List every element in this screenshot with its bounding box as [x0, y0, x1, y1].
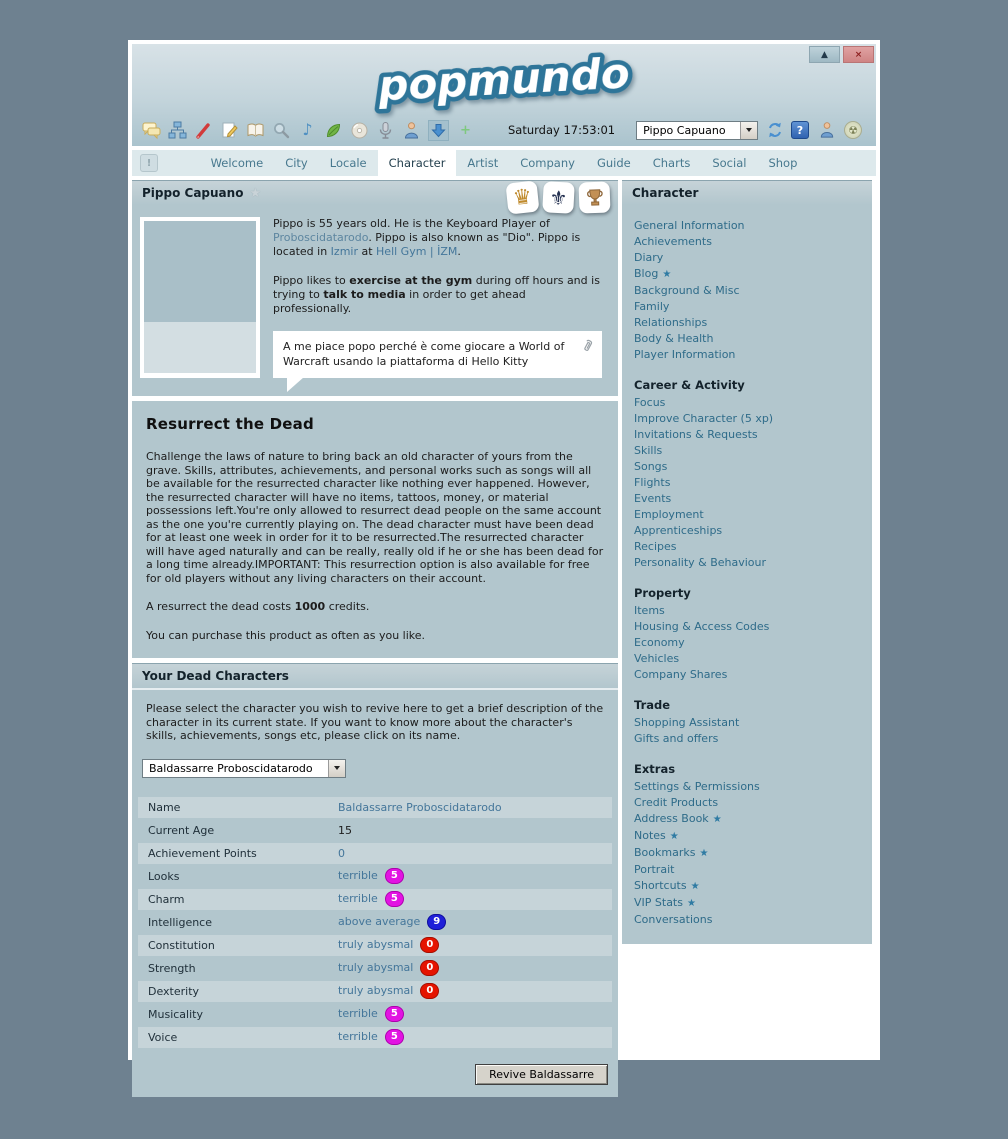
- stat-badge: 0: [420, 937, 439, 953]
- sidebar-item-general-information[interactable]: General Information: [634, 219, 745, 232]
- stat-link[interactable]: terrible: [338, 1030, 378, 1043]
- artist-link[interactable]: Proboscidatarodo: [273, 231, 369, 244]
- minimize-button[interactable]: ▲: [809, 46, 840, 63]
- character-select-value: Pippo Capuano: [643, 123, 726, 137]
- nav-collapse-button[interactable]: !: [140, 154, 158, 172]
- table-row: Achievement Points 0: [138, 843, 612, 864]
- table-row: Constitution truly abysmal 0: [138, 935, 612, 956]
- star-icon: ★: [699, 848, 709, 859]
- sidebar-group-trade: Trade: [634, 698, 671, 712]
- sidebar-item-diary[interactable]: Diary: [634, 251, 664, 264]
- tab-social[interactable]: Social: [712, 156, 747, 170]
- tab-shop[interactable]: Shop: [768, 156, 798, 170]
- sidebar-item-player-information[interactable]: Player Information: [634, 348, 736, 361]
- star-icon: ★: [686, 898, 696, 909]
- sidebar-item-address-book[interactable]: Address Book ★: [634, 812, 722, 825]
- stat-link[interactable]: terrible: [338, 869, 378, 882]
- sidebar-item-vehicles[interactable]: Vehicles: [634, 652, 680, 665]
- paperclip-icon[interactable]: [581, 338, 594, 357]
- sidebar-item-housing-access-codes[interactable]: Housing & Access Codes: [634, 620, 770, 633]
- sidebar-item-relationships[interactable]: Relationships: [634, 316, 708, 329]
- star-icon: ★: [690, 881, 700, 892]
- music-note-icon[interactable]: ♪: [302, 120, 313, 139]
- person-icon[interactable]: [402, 121, 421, 140]
- main-nav: [132, 150, 876, 176]
- sidebar-item-events[interactable]: Events: [634, 492, 672, 505]
- sidebar-item-background-misc[interactable]: Background & Misc: [634, 284, 740, 297]
- tab-welcome[interactable]: Welcome: [210, 156, 264, 170]
- stat-link[interactable]: truly abysmal: [338, 961, 414, 974]
- tab-city[interactable]: City: [285, 156, 308, 170]
- dead-character-name-link[interactable]: Baldassarre Proboscidatarodo: [338, 800, 502, 814]
- star-icon: ★: [662, 269, 672, 280]
- sidebar-item-settings-permissions[interactable]: Settings & Permissions: [634, 780, 760, 793]
- portrait-lower: [144, 322, 256, 373]
- select-dropdown-arrow[interactable]: [740, 122, 757, 139]
- select-dropdown-arrow[interactable]: [328, 760, 345, 777]
- fleur-de-lis-trophy-icon[interactable]: ⚜: [542, 181, 575, 214]
- stat-link[interactable]: terrible: [338, 892, 378, 905]
- crown-trophy-icon[interactable]: ♛: [505, 180, 539, 214]
- chat-icon[interactable]: [142, 121, 161, 140]
- character-portrait: [140, 217, 260, 378]
- revive-button[interactable]: Revive Baldassarre: [475, 1064, 608, 1085]
- sidebar-header: Character: [622, 180, 872, 205]
- marker-icon[interactable]: [194, 121, 213, 140]
- microphone-icon[interactable]: [376, 121, 395, 140]
- sidebar: [622, 180, 872, 944]
- portrait-image: [144, 221, 256, 322]
- trophy-badges: [507, 182, 610, 213]
- sidebar-group-property: Property: [634, 586, 691, 600]
- sidebar-item-gifts-and-offers[interactable]: Gifts and offers: [634, 732, 719, 745]
- stat-link[interactable]: truly abysmal: [338, 938, 414, 951]
- character-select[interactable]: [636, 121, 758, 140]
- sidebar-item-conversations[interactable]: Conversations: [634, 913, 713, 926]
- stat-badge: 5: [385, 868, 404, 884]
- sidebar-item-shortcuts[interactable]: Shortcuts ★: [634, 879, 700, 892]
- sidebar-item-family[interactable]: Family: [634, 300, 670, 313]
- logo-text: popmundo: [377, 48, 631, 111]
- table-row: Charm terrible 5: [138, 889, 612, 910]
- sidebar-item-body-health[interactable]: Body & Health: [634, 332, 714, 345]
- table-row: Current Age 15: [148, 823, 352, 837]
- sidebar-item-portrait[interactable]: Portrait: [634, 863, 675, 876]
- sidebar-item-credit-products[interactable]: Credit Products: [634, 796, 719, 809]
- table-row: Intelligence above average 9: [138, 912, 612, 933]
- table-row: Musicality terrible 5: [138, 1004, 612, 1025]
- resurrect-body: Challenge the laws of nature to bring back an old character of yours from the grave. Skills, attributes, achievements, and personal works such as songs will all be available for the resurrected character like nothing ever happened. However, the resurrected character will have no items, tattoos, money, or material possessions left.You're only allowed to resurrect dead people on the same account as the one you're currently playing on. The dead character must have been dead for at least one week in order for it to be resurrected.The resurrected character will have aged naturally and can be really, really old if he or she has been dead for a long time already.IMPORTANT: This resurrection option is also available for free for old players without any living characters on their account.: [146, 450, 604, 585]
- stat-link[interactable]: terrible: [338, 1007, 378, 1020]
- sidebar-item-improve-character[interactable]: Improve Character (5 xp): [634, 412, 774, 425]
- sidebar-item-employment[interactable]: Employment: [634, 508, 704, 521]
- star-icon: ★: [712, 814, 722, 825]
- plus-icon[interactable]: +: [460, 122, 471, 138]
- sidebar-item-items[interactable]: Items: [634, 604, 665, 617]
- profile-section: [132, 180, 618, 396]
- resurrect-cost: A resurrect the dead costs 1000 credits.: [146, 600, 370, 613]
- search-icon[interactable]: [272, 121, 291, 140]
- table-row: Dexterity truly abysmal 0: [138, 981, 612, 1002]
- table-row: Strength truly abysmal 0: [138, 958, 612, 979]
- tab-locale[interactable]: Locale: [329, 156, 367, 170]
- arrow-down-icon[interactable]: [428, 120, 449, 141]
- dead-characters-section: [132, 663, 618, 1097]
- city-link[interactable]: Izmir: [330, 245, 358, 258]
- user-icon[interactable]: [817, 121, 836, 140]
- help-icon[interactable]: ?: [791, 121, 809, 139]
- org-chart-icon[interactable]: [168, 121, 187, 140]
- refresh-icon[interactable]: [765, 121, 784, 140]
- profile-habits: Pippo likes to exercise at the gym during off hours and is trying to talk to media in order to get ahead professionally.: [273, 274, 600, 315]
- sidebar-item-vip-stats[interactable]: VIP Stats ★: [634, 896, 696, 909]
- stat-link[interactable]: truly abysmal: [338, 984, 414, 997]
- sidebar-item-economy[interactable]: Economy: [634, 636, 685, 649]
- game-time: Saturday 17:53:01: [508, 123, 616, 137]
- stat-badge: 5: [385, 1006, 404, 1022]
- cost-amount: 1000: [294, 600, 326, 613]
- book-icon[interactable]: [246, 121, 265, 140]
- dead-character-stats-table: [138, 797, 612, 1048]
- toolbar: [142, 117, 866, 143]
- resurrect-note: You can purchase this product as often as you like.: [146, 628, 426, 642]
- stat-badge: 5: [385, 891, 404, 907]
- sidebar-item-bookmarks[interactable]: Bookmarks ★: [634, 846, 709, 859]
- favorite-star-icon[interactable]: ★: [249, 186, 262, 201]
- stat-badge: 9: [427, 914, 446, 930]
- table-row: Looks terrible 5: [138, 866, 612, 887]
- sidebar-item-recipes[interactable]: Recipes: [634, 540, 677, 553]
- tab-charts[interactable]: Charts: [652, 156, 691, 170]
- quote-tail: [287, 377, 304, 392]
- compose-icon[interactable]: [220, 121, 239, 140]
- disc-icon[interactable]: [350, 121, 369, 140]
- dead-characters-header: Your Dead Characters: [132, 663, 618, 690]
- sidebar-group-career-activity: Career & Activity: [634, 378, 745, 392]
- stat-badge: 0: [420, 983, 439, 999]
- status-quote: A me piace popo perché è come giocare a World of Warcraft usando la piattaforma di Hello Kitty: [273, 331, 602, 378]
- stat-link[interactable]: above average: [338, 915, 421, 928]
- sidebar-item-personality-behaviour[interactable]: Personality & Behaviour: [634, 556, 767, 569]
- sidebar-item-apprenticeships[interactable]: Apprenticeships: [634, 524, 723, 537]
- tab-artist[interactable]: Artist: [467, 156, 499, 170]
- profile-intro: Pippo is 55 years old. He is the Keyboard Player of Proboscidatarodo. Pippo is also known as "Dio". Pippo is located in Izmir at Hell Gym | İZM.: [273, 217, 581, 258]
- sidebar-item-invitations-requests[interactable]: Invitations & Requests: [634, 428, 758, 441]
- stat-badge: 5: [385, 1029, 404, 1045]
- sidebar-item-focus[interactable]: Focus: [634, 396, 666, 409]
- sidebar-group-extras: Extras: [634, 762, 676, 776]
- star-icon: ★: [669, 831, 679, 842]
- sidebar-item-blog[interactable]: Blog ★: [634, 267, 672, 280]
- resurrect-title: Resurrect the Dead: [146, 415, 314, 433]
- leaf-icon[interactable]: [324, 121, 343, 140]
- tab-character[interactable]: Character: [378, 150, 457, 176]
- dead-character-select-value: Baldassarre Proboscidatarodo: [149, 761, 313, 775]
- resurrect-section: [132, 401, 618, 658]
- sidebar-item-skills[interactable]: Skills: [634, 444, 663, 457]
- sidebar-item-shopping-assistant[interactable]: Shopping Assistant: [634, 716, 740, 729]
- table-row: Name Baldassarre Proboscidatarodo: [138, 797, 612, 818]
- sidebar-item-flights[interactable]: Flights: [634, 476, 671, 489]
- radiation-icon[interactable]: ☢: [844, 121, 862, 139]
- character-name: Pippo Capuano: [142, 186, 244, 200]
- sidebar-item-songs[interactable]: Songs: [634, 460, 668, 473]
- sidebar-item-company-shares[interactable]: Company Shares: [634, 668, 728, 681]
- app-window: [128, 40, 880, 1081]
- cup-trophy-icon[interactable]: [578, 181, 610, 213]
- header: [132, 44, 876, 146]
- sidebar-item-achievements[interactable]: Achievements: [634, 235, 712, 248]
- tab-guide[interactable]: Guide: [596, 156, 631, 170]
- locale-link[interactable]: Hell Gym | İZM: [376, 245, 458, 258]
- stat-badge: 0: [420, 960, 439, 976]
- dead-character-select[interactable]: [142, 759, 346, 778]
- sidebar-item-notes[interactable]: Notes ★: [634, 829, 679, 842]
- popmundo-logo: [132, 44, 876, 117]
- dead-characters-description: Please select the character you wish to revive here to get a brief description of the character in its current state. If you want to know more about the character's skills, achievements, songs etc, please click on its name.: [146, 702, 604, 742]
- table-row: Voice terrible 5: [138, 1027, 612, 1048]
- tab-company[interactable]: Company: [520, 156, 575, 170]
- close-button[interactable]: ×: [843, 46, 874, 63]
